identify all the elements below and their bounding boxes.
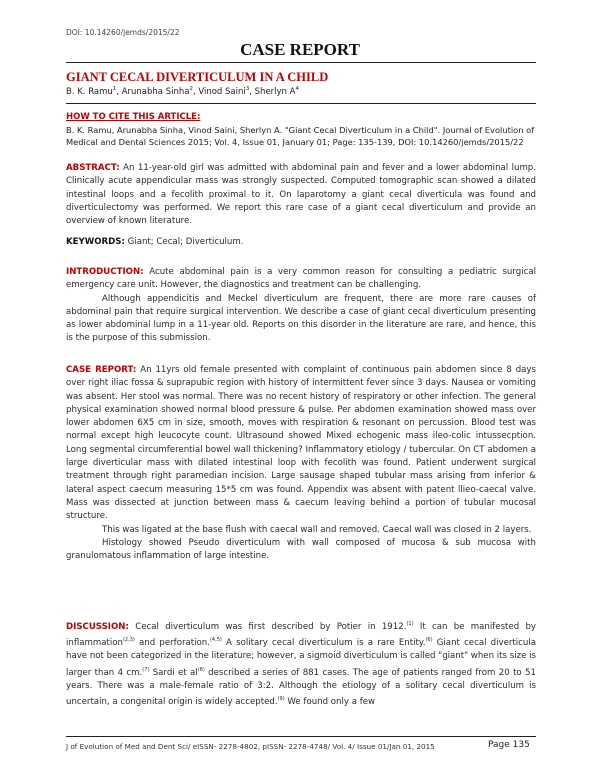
doi-label: DOI: 10.14260/jemds/2015/22 (66, 28, 180, 37)
discussion-text: Sardi et al (149, 667, 198, 678)
discussion-text: and perforation. (134, 638, 210, 649)
introduction-text: Acute abdominal pain is a very common reason for consulting a pediatric surgical emergency care unit. However, the diagnostics and treatment can be challenging. (66, 267, 536, 291)
author-affiliation: 4 (295, 86, 299, 92)
author-affiliation: 2 (189, 86, 193, 92)
case-report-paragraph-2: This was ligated at the base flush with caecal wall and removed. Caecal wall was closed in 2 layers. (102, 524, 532, 535)
section-heading: CASE REPORT (240, 40, 360, 59)
journal-footer: J of Evolution of Med and Dent Sci/ eISSN- 2278-4802, pISSN- 2278-4748/ Vol. 4/ Issue 01/Jan 01, 2015 (66, 742, 435, 751)
citation-text: B. K. Ramu, Arunabha Sinha, Vinod Saini, Sherlyn A. "Giant Cecal Diverticulum in a Child". Journal of Evolution of Medical and Dental Sciences 2015; Vol. 4, Issue 01, January 01; Page: 135-139, DOI: 10.14260/jemds/2015/22 (66, 125, 535, 147)
discussion-text: described a series of 881 cases. The age of patients ranged from 20 to 51 years. There was a male-female ratio of 3:2. Although the etiology of a solitary cecal diverticulum is uncertain, a congenital origin is widely accepted. (66, 667, 536, 707)
abstract-text: An 11-year-old girl was admitted with abdominal pain and fever and a lower abdominal lump. Clinically acute appendicular mass was strongly suspected. Computed tomographic scan showed a dilated intestinal loops and a fecolith proximal to it. On laparotomy a giant cecal diverticula was found and diverticulectomy was performed. We report this rare case of a giant cecal diverticulum and provide an overview of known literature. (66, 163, 536, 227)
author-name: Arunabha Sinha (121, 86, 190, 97)
header-rule (66, 62, 536, 63)
discussion-text: It can be manifested by inflammation (66, 621, 536, 649)
case-report-section (66, 364, 536, 563)
citation-ref: (8) (197, 666, 205, 673)
citation-ref: (7) (142, 666, 150, 673)
page-number: Page 135 (488, 740, 530, 750)
how-to-cite-heading: HOW TO CITE THIS ARTICLE: (66, 112, 201, 122)
author-list: B. K. Ramu$^1$, Arunabha Sinha$^2$, Vinod Saini$^3$, Sherlyn $A^4$ (66, 86, 299, 97)
citation-ref: (1) (406, 621, 414, 627)
introduction-paragraph-2: Although appendicitis and Meckel diverticulum are frequent, there are more rare causes of abdominal pain that require surgical intervention. We describe a case of giant cecal diverticulum presenting as lower abdominal lump in a 11-year old. Reports on this disorder in the literature are rare, and hence, this is the purpose of this submission. (66, 293, 536, 344)
introduction-paragraph (66, 266, 536, 293)
author-affiliation: 1 (112, 86, 117, 92)
discussion-section (66, 618, 536, 709)
case-report-paragraph-3: Histology showed Pseudo diverticulum with wall composed of mucosa & sub mucosa with granulomatous inflammation of large intestine. (66, 537, 536, 562)
discussion-label: DISCUSSION: (66, 621, 129, 632)
title-rule (66, 103, 536, 104)
introduction-label: INTRODUCTION: (66, 267, 144, 277)
citation-ref: (9) (277, 696, 285, 703)
citation-ref: (6) (425, 637, 433, 644)
author-affiliation: 3 (245, 86, 250, 92)
author-name: Vinod Saini (198, 86, 246, 97)
case-report-text: An 11yrs old female presented with complaint of continuous pain abdomen since 8 days over right iliac fossa & suprapubic region with history of intermittent fever since 3 days. Nausea or vomiting was absent. Her stool was normal. There was no recent history of respiratory or other infection. The general physical examination showed normal blood pressure & pulse. Per abdomen examination showed mass over lower abdomen 6X5 cm in size, smooth, moves with respiration & resonant on percussion. Blood test was normal except high leucocyte count. Ultrasound showed Mixed echogenic mass ileo-colic intussecption. Long segmental circumferential bowel wall thickening? Inflammatory etiology / tubercular. On CT abdomen a large diverticular mass with dilated intestinal loop with fecolith was found. Patient underwent surgical treatment through right paramedian incision. Large sausage shaped tubular mass arising from inferior & lateral aspect caecum measuring 15*5 cm was found. Appendix was absent with patent llieo-caecal valve. Mass was dissected at junction between mass & caecum leaving behind a portion of tubular mucosal structure. (66, 365, 536, 522)
discussion-text: A solitary cecal diverticulum is a rare Entity. (221, 638, 426, 649)
case-report-label: CASE REPORT: (66, 365, 137, 375)
author-name: B. K. Ramu (66, 86, 113, 97)
case-report-paragraph (66, 364, 536, 524)
introduction-section (66, 266, 536, 346)
discussion-text: Giant cecal diverticula have not been categorized in the literature; however, a sigmoid diverticulum is called "giant" when its size is larger than 4 cm. (66, 638, 537, 678)
citation-ref: (2,3) (122, 637, 135, 644)
citation-ref: (4,5) (209, 637, 222, 644)
abstract-paragraph (66, 162, 536, 228)
article-title: GIANT CECAL DIVERTICULUM IN A CHILD (66, 70, 329, 84)
author-name: Sherlyn A (254, 86, 296, 97)
abstract-label: ABSTRACT: (66, 163, 120, 173)
discussion-text: We found only a few (284, 696, 376, 707)
discussion-text: Cecal diverticulum was first described by Potier in 1912. (128, 621, 407, 632)
keywords-line (66, 236, 536, 249)
keywords-label: KEYWORDS: (66, 237, 125, 247)
footer-rule (66, 736, 536, 737)
keywords-text: Giant; Cecal; Diverticulum. (124, 237, 244, 247)
